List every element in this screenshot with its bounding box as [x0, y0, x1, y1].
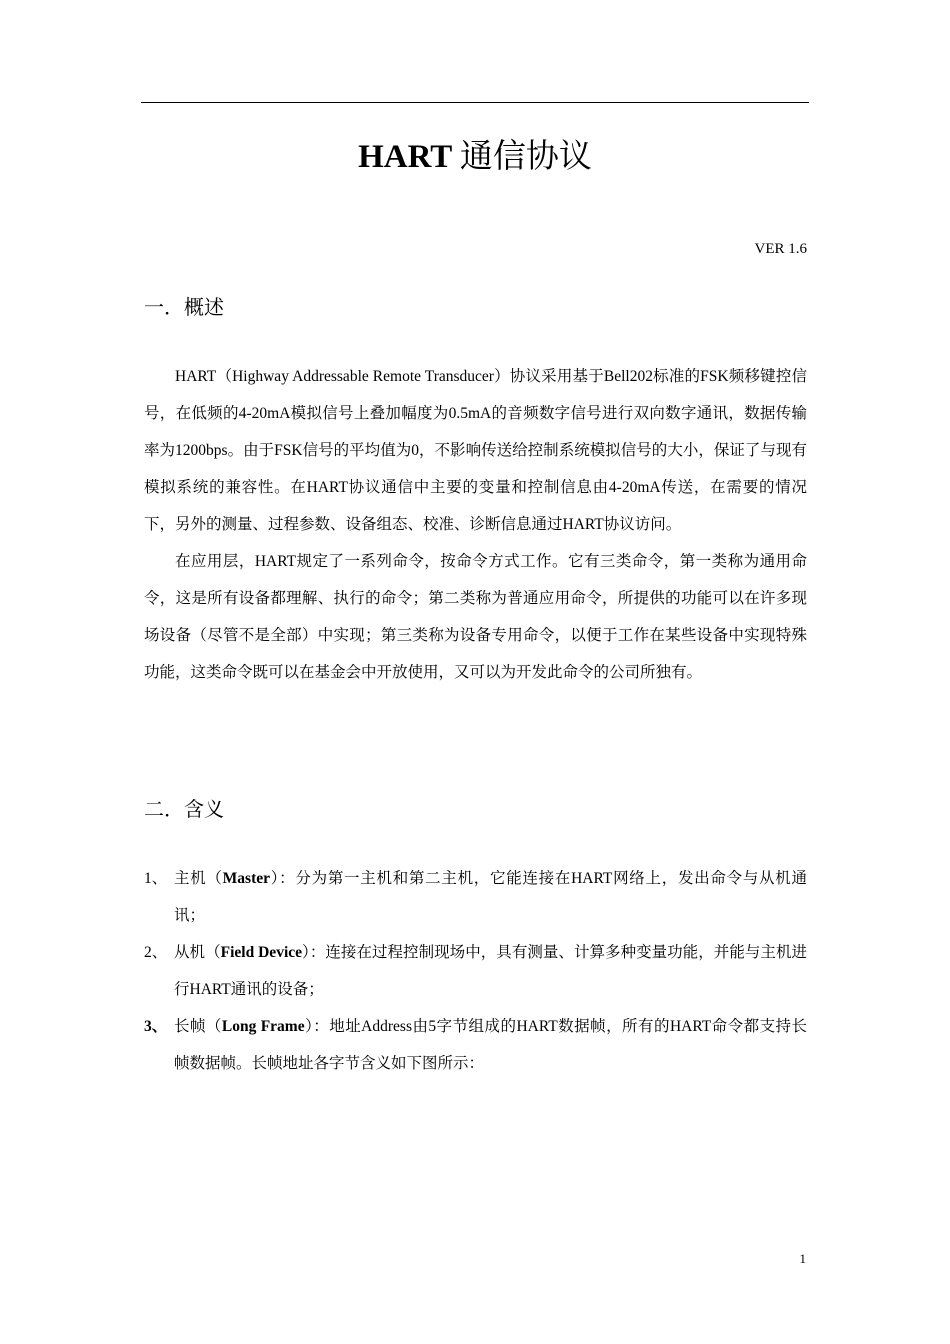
title-latin: HART	[358, 139, 452, 175]
document-title	[141, 134, 809, 180]
item-number: 2、	[144, 944, 168, 961]
overview-body	[144, 358, 807, 691]
list-item	[144, 934, 807, 1008]
overview-paragraph-2: 在应用层，HART规定了一系列命令，按命令方式工作。它有三类命令，第一类称为通用命令，这是所有设备都理解、执行的命令；第二类称为普通应用命令，所提供的功能可以在许多现场设备（尽管不是全部）中实现；第三类称为设备专用命令，以便于工作在某些设备中实现特殊功能，这类命令既可以在基金会中开放使用，又可以为开发此命令的公司所独有。	[144, 553, 807, 681]
overview-paragraph-1: HART（Highway Addressable Remote Transducer）协议采用基于Bell202标准的FSK频移键控信号，在低频的4-20mA模拟信号上叠加幅度为0.5mA的音频数字信号进行双向数字通讯，数据传输率为1200bps。由于FSK信号的平均值为0，不影响传送给控制系统模拟信号的大小，保证了与现有模拟系统的兼容性。在HART协议通信中主要的变量和控制信息由4-20mA传送，在需要的情况下，另外的测量、过程参数、设备组态、校准、诊断信息通过HART协议访问。	[144, 368, 807, 533]
definitions-list	[144, 860, 807, 1082]
list-item	[144, 860, 807, 934]
title-chinese: 通信协议	[459, 139, 592, 175]
section-heading-definitions: 二．含义	[144, 797, 224, 821]
version-label: VER 1.6	[754, 241, 807, 257]
section-heading-overview: 一．概述	[144, 295, 224, 319]
item-text: ）：地址Address由5字节组成的HART数据帧，所有的HART命令都支持长帧数据帧。长帧地址各字节含义如下图所示：	[174, 1018, 807, 1072]
item-term: Field Device	[220, 944, 303, 961]
item-prefix: 从机（	[174, 944, 221, 961]
item-prefix: 主机（	[174, 870, 223, 887]
item-text: ）：分为第一主机和第二主机，它能连接在HART网络上，发出命令与从机通讯；	[174, 870, 807, 924]
item-prefix: 长帧（	[174, 1018, 222, 1035]
item-text: ）：连接在过程控制现场中，具有测量、计算多种变量功能，并能与主机进行HART通讯的设备；	[174, 944, 807, 998]
header-rule	[141, 102, 809, 103]
list-item	[144, 1008, 807, 1082]
item-term: Long Frame	[221, 1018, 305, 1035]
item-number: 3、	[144, 1018, 168, 1035]
page-number: 1	[799, 1251, 806, 1266]
item-term: Master	[222, 870, 270, 887]
item-number: 1、	[144, 870, 168, 887]
